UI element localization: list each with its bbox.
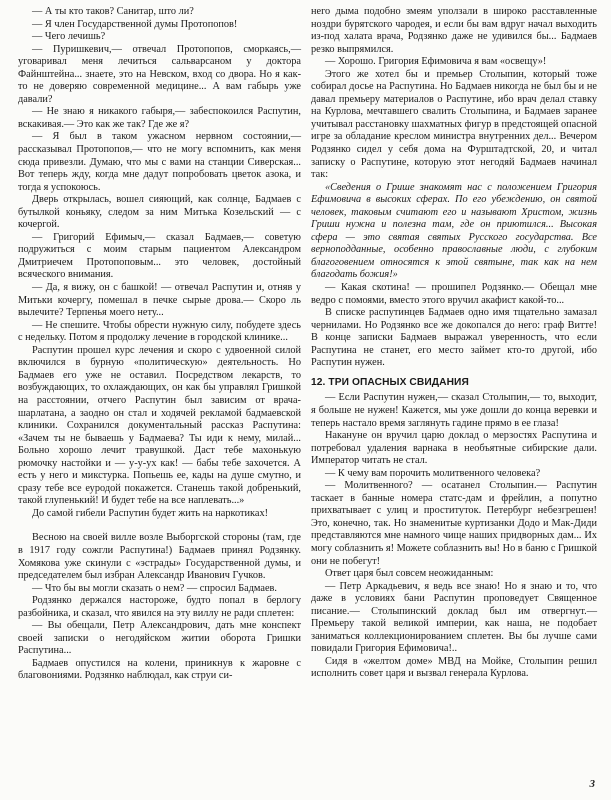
paragraph: — Пуришкевич,— отвечал Протопопов, сморкаясь,— уговаривал меня лечиться сальварсаном у доктора Файнштейна... знаете, это на Невском, вход со двора. Но я как-то не доверяю современной медицине... А вам габырь уже давали? bbox=[18, 43, 301, 105]
paragraph: — Хорошо. Григория Ефимовича я вам «освещу»! bbox=[325, 56, 547, 68]
paragraph: — Я был в таком ужасном нервном состоянии,— рассказывал Протопопов,— что не могу вспомнить, как меня сюда привезли. Думаю, что мы с вами на станции Сиверская... Вот теперь жду, когда мне дадут попробовать цветок азока, и тогда я успокоюсь. bbox=[18, 131, 301, 193]
paragraph: Родзянко держался настороже, будто попал в берлогу разбойника, и сказал, что явился на эту виллу не ради сплетен: bbox=[18, 595, 301, 619]
section-heading: 12. ТРИ ОПАСНЫХ СВИДАНИЯ bbox=[311, 376, 469, 388]
paragraph: Весною на своей вилле возле Выборгской стороны (там, где в 1917 году сожгли Распутина!) Бадмаев принял Родзянку. Хомякова уже скинули с «эстрады» Государственной думы, и председателем был избран Александр Иванович Гучков. bbox=[18, 532, 301, 582]
quoted-paragraph: «Сведения о Грише знакомят нас с положением Григория Ефимовича в высоких сферах. По его убеждению, он святой человек, таковым считают его и называют Христом, жизнь Гриши нужна и полезна там, где он приютился... Высокая сфера — это святая святых Русского государства. Все верноподданные, особенно православные люди, с глубоким благоговением относятся к этой святыне, так как на нем благодать божия!» bbox=[311, 181, 597, 281]
paragraph: — Вы обещали, Петр Александрович, дать мне конспект своей записки о негодяйском житии оборота Гришки Распутина... bbox=[18, 620, 301, 657]
page-number: 3 bbox=[589, 778, 595, 790]
paragraph: До самой гибели Распутин будет жить на наркотиках! bbox=[32, 507, 269, 519]
paragraph: — К чему вам порочить молитвенного человека? bbox=[325, 467, 541, 479]
paragraph: Дверь открылась, вошел сияющий, как солнце, Бадмаев с бутылкой коньяку, следом за ним Митька Козельский — с кочергой. bbox=[18, 194, 301, 231]
paragraph: Ответ царя был совсем неожиданным: bbox=[325, 568, 494, 580]
paragraph: — А ты кто таков? Санитар, што ли? bbox=[32, 6, 194, 17]
paragraph: — Если Распутин нужен,— сказал Столыпин,— то, выходит, я больше не нужен! Кажется, мы уже дошли до конца веревки и теперь настало время заглянуть гадине прямо в ее глаза! bbox=[311, 392, 597, 429]
left-column bbox=[18, 6, 301, 683]
paragraph: Бадмаев опустился на колени, приникнув к жаровне с благовониями. Родзянко наблюдал, как струи си- bbox=[18, 657, 301, 682]
paragraph: — Да, я вижу, он с башкой! — отвечал Распутин и, отняв у Митьки кочергу, помешал в печке сырые дрова.— Скоро ль вылечите? Терпенья моего нету... bbox=[18, 282, 301, 319]
paragraph: — Не знаю я никакого габыря,— забеспокоился Распутин, вскакивая.— Это как же так? Где же я? bbox=[18, 106, 301, 130]
paragraph: — Петр Аркадьевич, я ведь все знаю! Но я знаю и то, что даже в условиях бани Распутин проповедует Священное писание.— Столыпинский доклад был им отвергнут.— Премьеру такой великой империи, как наша, не подобает заниматься коллекционированием сплетен. Вы бы лучше сами повидали Григория Ефимовича!.. bbox=[311, 580, 597, 655]
paragraph: — Григорий Ефимыч,— сказал Бадмаев,— советую подружиться с моим старым пациентом Александром Дмитриечем Протопоповым... это человек, достойный всяческого внимания. bbox=[18, 231, 301, 281]
paragraph: Накануне он вручил царю доклад о мерзостях Распутина и потребовал удаления варнака в необъятные сибирские дали. Император читать не стал. bbox=[311, 430, 597, 467]
right-column bbox=[311, 6, 597, 681]
paragraph: В списке распутинцев Бадмаев одно имя тщательно замазал чернилами. Но Родзянко все же докопался до него: граф Витте! В конце записки Бадмаев выражал уверенность, что если Распутина не станет, его место займет кто-то другой, ибо Распутин нужен. bbox=[311, 307, 597, 369]
paragraph: — Не спешите. Чтобы обрести нужную силу, побудете здесь с недельку. Потом я продолжу лечение в городской клинике... bbox=[18, 319, 301, 344]
paragraph: — Я член Государственной думы Протопопов! bbox=[32, 18, 238, 30]
paragraph: Этого же хотел бы и премьер Столыпин, который тоже собирал досье на Распутина. Но Бадмаев никогда не был бы и не давал премьеру материалов о Распутине, ибо врач делал ставку на Курлова, мечтавшего свалить Столыпина, и Бадмаев заранее учитывал расстановку шахматных фигур в предстоящей опасной игре за обладание креслом министра внутренних дел... Вечером Родзянко сидел у себя дома на Фурштадтской, 20, и читал записку о Распутине, которую этот негодяй Бадмаев начинал так: bbox=[311, 68, 597, 181]
paragraph: — Что бы вы могли сказать о нем? — спросил Бадмаев. bbox=[32, 582, 277, 594]
paragraph: него дыма подобно змеям уползали в широко расставленные ноздри бурятского чародея, и если бы вам вдруг начал выходить из-под халата врача, Родзянко даже не удивился бы... Бадмаев резко выпрямился. bbox=[311, 6, 597, 55]
paragraph: Распутин прошел курс лечения и скоро с удвоенной силой включился в бурную «политическую» деятельность. Но Бадмаев его уже не оставил. Посредством лекарств, то возбуждающих, то охлаждающих, он как бы управлял Гришкой на расстоянии, отчего Распутин был зависим от врача-шарлатана, а заодно он стал и ходячей рекламой бадмаевской клиники. Сохранился документальный рассказ Распутина: «Зачем ты не бываешь у Бадмаева? Ты иди к нему, милай... Больно хорошо лечит травушкой. Даст тебе махонькую рюмочку настойки и — у-у-ух как! — бабы тебе захочется. А есть у него и микстурка. Попьешь ее, кады на душе смутно, и сразу тебе все еуродой покажется. Станешь такой добренький, такой глупенький! И будет тебе на все наплевать...» bbox=[18, 344, 301, 507]
paragraph: — Молитвенного? — осатанел Столыпин.— Распутин таскает в банные номера статс-дам и фрейлин, а попутно прихватывает с улиц и проституток. Петербург небезгрешен! Это, конечно, так. Но знаменитые куртизанки Додо и Мак-Диди представляются мне намного чище наших придворных дам... Их могу соблазнить я! Можете соблазнить вы! Но в баню с Гришкой они не побегут! bbox=[311, 480, 598, 567]
paragraph: — Чего лечишь? bbox=[32, 31, 106, 43]
paragraph: — Какая скотина! — прошипел Родзянко.— Обещал мне ведро с помоями, вместо этого вручил акафист какой-то... bbox=[311, 282, 597, 306]
paragraph: Сидя в «желтом доме» МВД на Мойке, Столыпин решил исполнить совет царя и вызвал генерала Курлова. bbox=[311, 655, 597, 680]
